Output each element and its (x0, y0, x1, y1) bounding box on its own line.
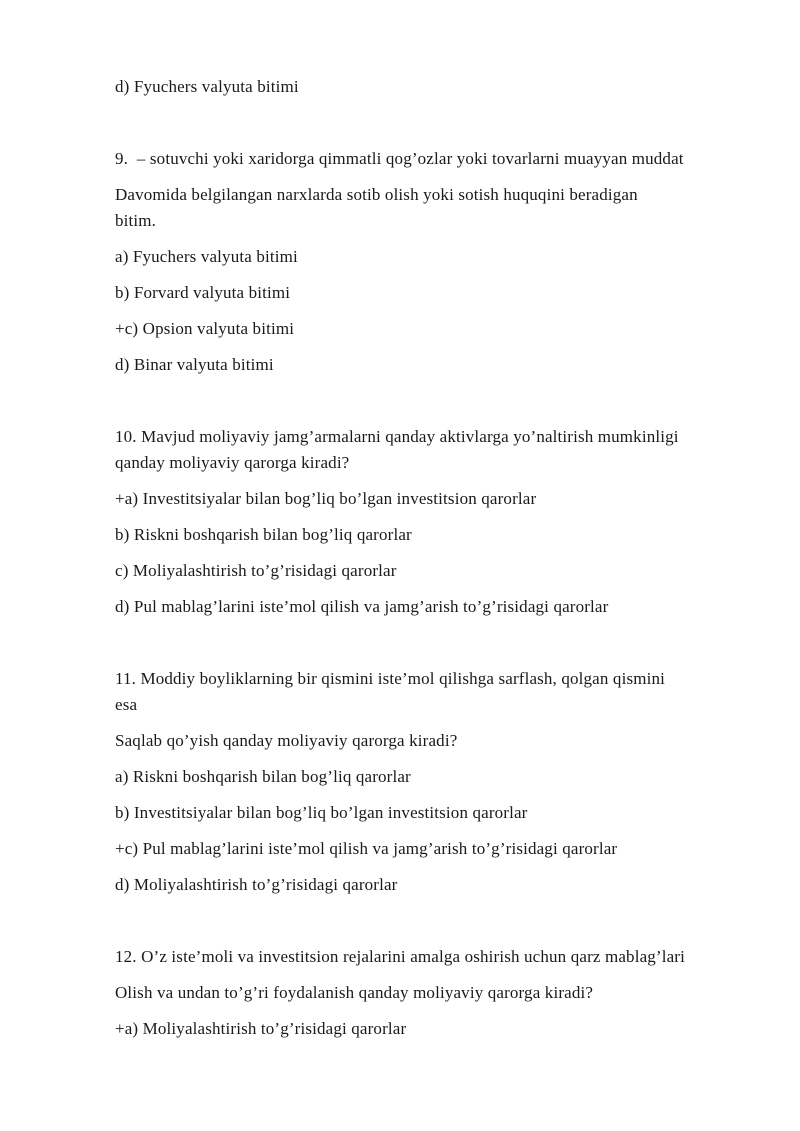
question-9-option-d: d) Binar valyuta bitimi (115, 355, 274, 374)
question-11-option-b: b) Investitsiyalar bilan bog’liq bo’lgan investitsion qarorlar (115, 803, 528, 822)
question-9-option-c-correct: +c) Opsion valyuta bitimi (115, 319, 295, 338)
question-11-option-c-correct: +c) Pul mablag’larini iste’mol qilish va jamg’arish to’g’risidagi qarorlar (115, 839, 618, 858)
question-9-option-a: a) Fyuchers valyuta bitimi (115, 247, 298, 266)
blank-line (115, 630, 744, 666)
question-10-text-line-2: qanday moliyaviy qarorga kiradi? (115, 453, 350, 472)
question-11-text-line-1: 11. Moddiy boyliklarning bir qismini iste’mol qilishga sarflash, qolgan qismini (115, 669, 665, 688)
question-10-option-b: b) Riskni boshqarish bilan bog’liq qarorlar (115, 525, 412, 544)
blank-line (115, 908, 744, 944)
question-11-text-line-2: esa (115, 695, 138, 714)
question-9-text-line-3: bitim. (115, 211, 157, 230)
question-8-option-d: d) Fyuchers valyuta bitimi (115, 77, 299, 96)
question-10-text-line-1: 10. Mavjud moliyaviy jamg’armalarni qanday aktivlarga yo’naltirish mumkinligi (115, 427, 679, 446)
question-12-text-line-1: 12. O’z iste’moli va investitsion rejalarini amalga oshirish uchun qarz mablag’lari (115, 947, 685, 966)
blank-line (115, 388, 744, 424)
question-12-text-line-2: Olish va undan to’g’ri foydalanish qanday moliyaviy qarorga kiradi? (115, 983, 594, 1002)
question-9-option-b: b) Forvard valyuta bitimi (115, 283, 291, 302)
question-9-text-line-1: 9. – sotuvchi yoki xaridorga qimmatli qog’ozlar yoki tovarlarni muayyan muddat (115, 149, 684, 168)
question-10-option-c: c) Moliyalashtirish to’g’risidagi qarorlar (115, 561, 397, 580)
question-11-option-a: a) Riskni boshqarish bilan bog’liq qarorlar (115, 767, 411, 786)
question-10-option-d: d) Pul mablag’larini iste’mol qilish va jamg’arish to’g’risidagi qarorlar (115, 597, 609, 616)
question-12-option-a-correct: +a) Moliyalashtirish to’g’risidagi qarorlar (115, 1019, 407, 1038)
question-10-option-a-correct: +a) Investitsiyalar bilan bog’liq bo’lgan investitsion qarorlar (115, 489, 537, 508)
question-11-option-d: d) Moliyalashtirish to’g’risidagi qarorlar (115, 875, 398, 894)
blank-line (115, 110, 744, 146)
question-9-text-line-2: Davomida belgilangan narxlarda sotib olish yoki sotish huquqini beradigan (115, 185, 638, 204)
question-11-text-line-3: Saqlab qo’yish qanday moliyaviy qarorga kiradi? (115, 731, 458, 750)
